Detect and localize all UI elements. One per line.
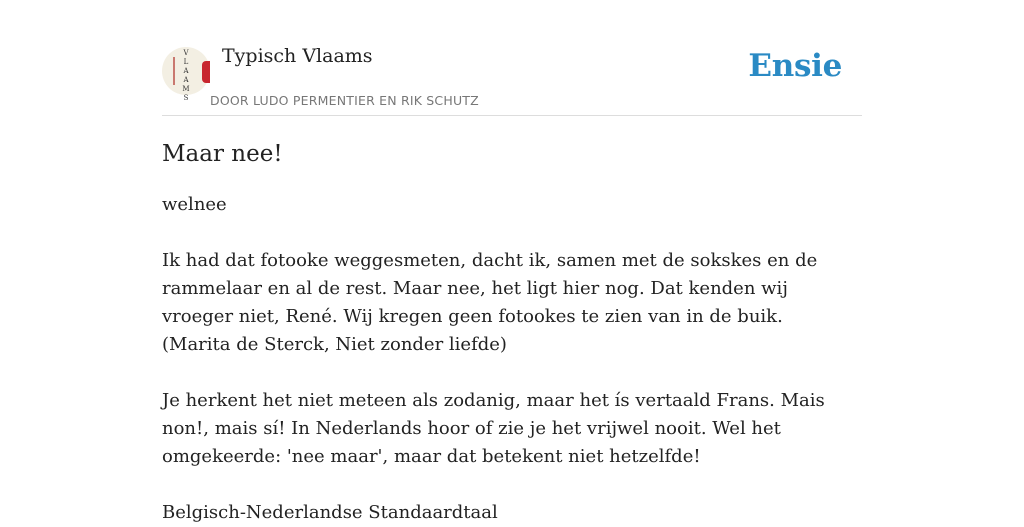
- article-footer-note: Belgisch-Nederlandse Standaardtaal: [162, 502, 498, 523]
- logo-red-mark: [202, 61, 210, 83]
- article-tag: welnee: [162, 194, 227, 215]
- logo-accent-line: [173, 57, 175, 85]
- logo-lettering: V L A A M S: [182, 49, 190, 102]
- article-source: (Marita de Sterck, Niet zonder liefde): [162, 334, 507, 355]
- header-divider: [162, 115, 862, 116]
- article-title: Maar nee!: [162, 141, 283, 167]
- article: [162, 138, 862, 527]
- site-header: [162, 0, 862, 116]
- article-paragraph-2: Je herkent het niet meteen als zodanig, maar het ís vertaald Frans. Mais non!, mais sí! In Nederlands hoor of zie je het vrijwel nooit. Wel het omgekeerde: 'nee maar', maar dat betekent niet hetzelfde!: [162, 390, 825, 467]
- article-paragraph-1: Ik had dat fotooke weggesmeten, dacht ik, samen met de sokskes en de rammelaar en al de rest. Maar nee, het ligt hier nog. Dat kenden wij vroeger niet, René. Wij kregen geen fotookes te zien van in de buik.: [162, 250, 818, 327]
- byline: DOOR LUDO PERMENTIER EN RIK SCHUTZ: [210, 93, 479, 108]
- brand-logo-ensie[interactable]: Ensie: [748, 48, 842, 84]
- site-logo[interactable]: [162, 47, 210, 102]
- site-title[interactable]: Typisch Vlaams: [222, 45, 373, 67]
